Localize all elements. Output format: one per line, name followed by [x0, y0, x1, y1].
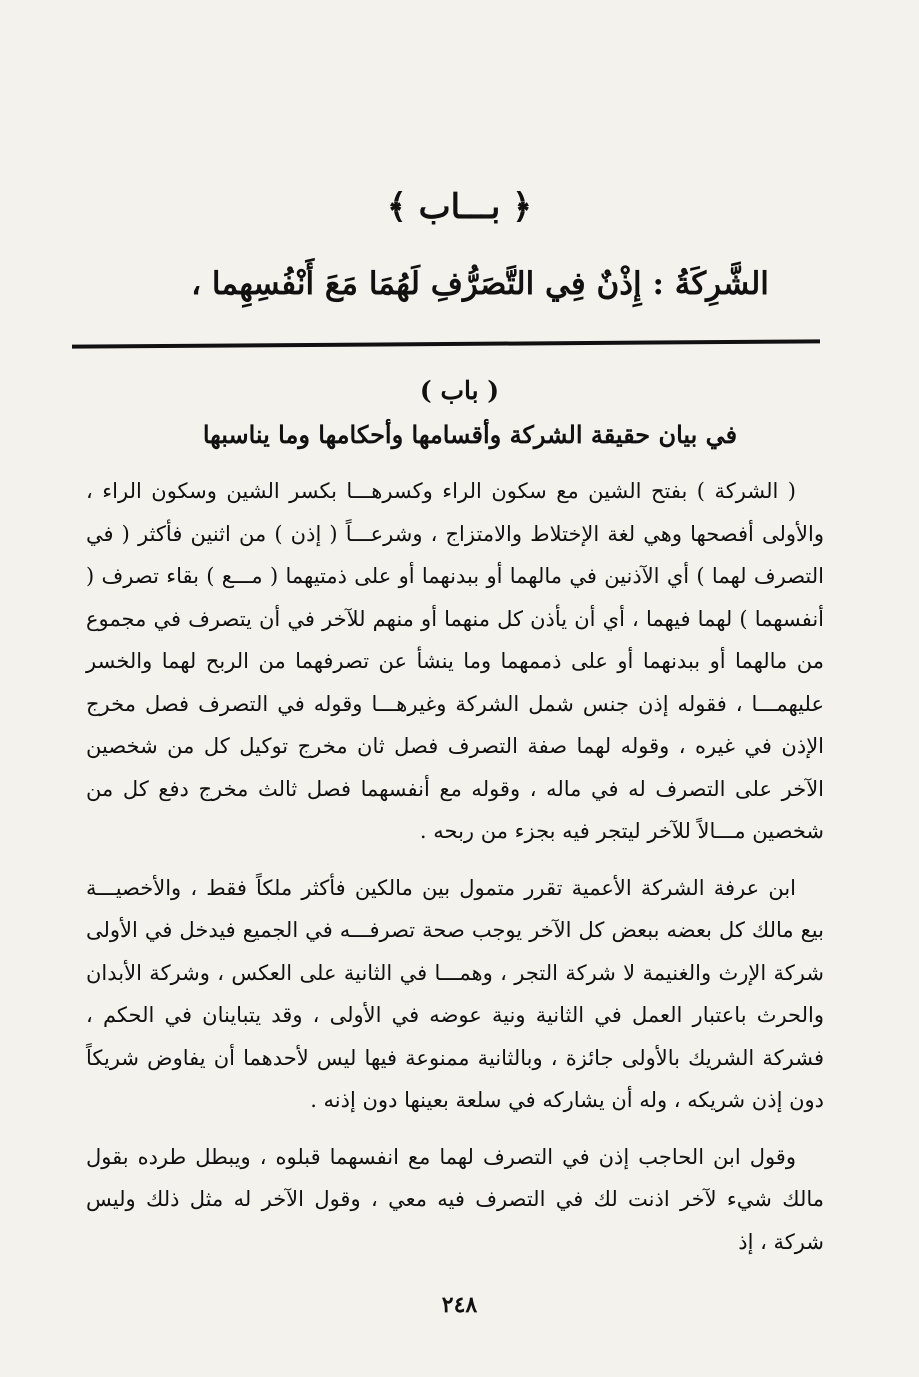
- paragraph: ابن عرفة الشركة الأعمية تقرر متمول بين مالكين فأكثر ملكاً فقط ، والأخصيـــة بيع مالك كل بعضه ببعض كل الآخر يوجب صحة تصرفـــه في الجميع فيدخل في الأولى شركة الإرث والغنيمة لا شركة التجر ، وهمـــا في الثانية على العكس ، وشركة الأبدان والحرث باعتبار العمل في الثانية ونية عوضه في الأولى ، وقد يتباينان في الحكم ، فشركة الشريك بالأولى جائزة ، وبالثانية ممنوعة فيها ليس لأحدهما أن يفاوض شريكاً دون إذن شريكه ، وله أن يشاركه في سلعة بعينها دون إذنه .: [86, 875, 824, 1112]
- body-text: [86, 470, 824, 1277]
- paragraph: ( الشركة ) بفتح الشين مع سكون الراء وكسرهـــا بكسر الشين وسكون الراء ، والأولى أفصحها وهي لغة الإختلاط والامتزاج ، وشرعـــاً ( إذن ) من اثنين فأكثر ( في التصرف لهما ) أي الآذنين في مالهما أو ببدنهما أو على ذمتيهما ( مـــع ) بقاء تصرف ( أنفسهما ) لهما فيهما ، أي أن يأذن كل منهما أو منهم للآخر في أن يتصرف في مجموع من مالهما أو ببدنهما أو على ذممهما وما ينشأ عن تصرفهما من الربح لهما والخسر عليهمـــا ، فقوله إذن جنس شمل الشركة وغيرهـــا وقوله في التصرف فصل مخرج الإذن في غيره ، وقوله لهما صفة التصرف فصل ثان مخرج توكيل كل من شخصين الآخر على التصرف له في ماله ، وقوله مع أنفسهما فصل ثالث مخرج دفع كل من شخصين مـــالاً للآخر ليتجر فيه بجزء من ربحه .: [86, 479, 824, 843]
- chapter-subtitle: الشَّرِكَةُ : إِذْنٌ فِي التَّصَرُّفِ لَهُمَا مَعَ أَنْفُسِهِما ،: [191, 266, 769, 302]
- section-label: ( باب ): [419, 376, 500, 405]
- header-divider: [72, 339, 820, 348]
- section-heading: في بيان حقيقة الشركة وأقسامها وأحكامها وما يناسبها: [202, 420, 738, 449]
- chapter-title: ﴿ بـــاب ﴾: [386, 187, 533, 227]
- page-number: ٢٤٨: [441, 1292, 478, 1318]
- paragraph: وقول ابن الحاجب إذن في التصرف لهما مع انفسهما قبلوه ، ويبطل طرده بقول مالك شيء لآخر اذنت لك في التصرف فيه معي ، وقول الآخر له مثل ذلك وليس شركة ، إذ: [86, 1144, 824, 1254]
